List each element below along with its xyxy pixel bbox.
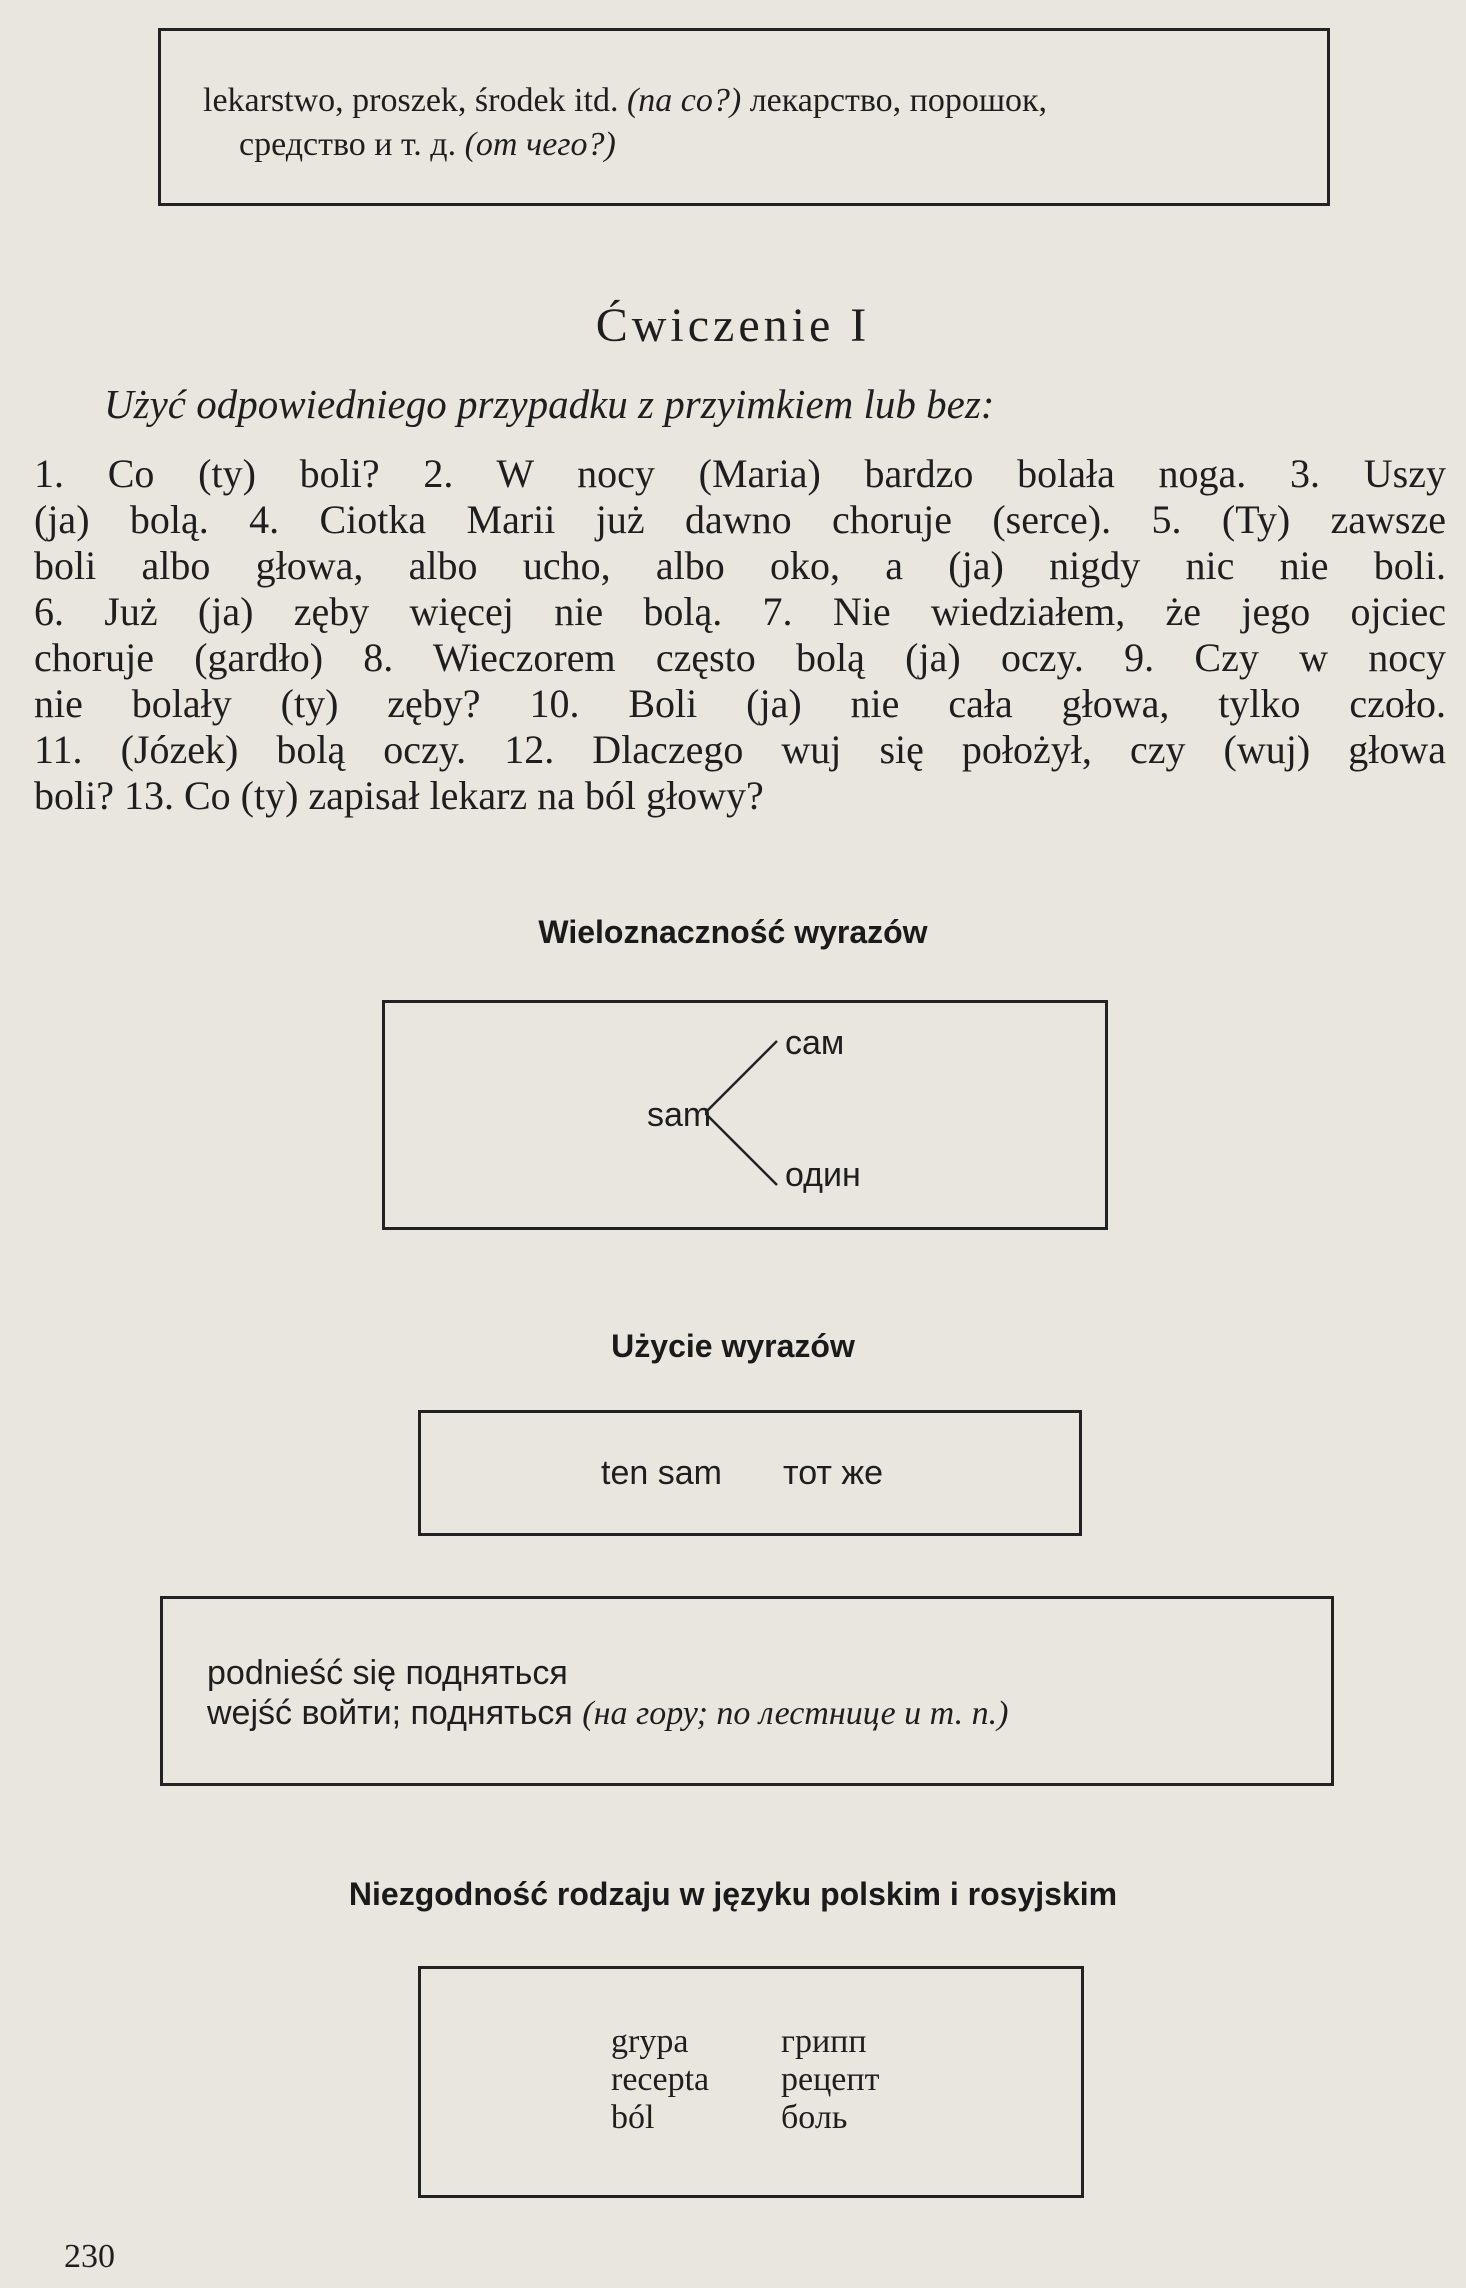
exercise-line: boli albo głowa, albo ucho, albo oko, a (ja) nigdy nic nie boli. [34,543,1446,588]
exercise-line: nie bolały (ty) zęby? 10. Boli (ja) nie cała głowa, tylko czoło. [34,681,1446,726]
russian-term: лекарство, порошок, [749,82,1048,119]
exercise-line: 6. Już (ja) zęby więcej nie bolą. 7. Nie wiedziałem, że jego ojciec [34,589,1446,634]
branch-lines [705,1033,785,1193]
exercise-instruction: Użyć odpowiedniego przypadku z przyimkiem lub bez: [104,381,995,427]
section-heading-gender: Niezgodność rodzaju w języku polskim i rosyjskim [348,1876,1118,1912]
russian-term-continued: средство и т. д. [239,126,457,163]
gender-polish: recepta [611,2061,710,2098]
polish-verb: wejść [207,1694,293,1732]
section-heading-usage: Użycie wyrazów [611,1328,855,1364]
case-question: (от чего?) [464,126,616,163]
polish-term: lekarstwo, proszek, środek itd. [203,82,619,119]
exercise-title: Ćwiczenie I [595,299,871,352]
ambiguous-word: sam [647,1096,712,1134]
usage-box [418,1410,1082,1536]
vocabulary-box-verbs [160,1596,1334,1786]
gender-box [418,1966,1084,2198]
russian-verb: войти; подняться [301,1694,573,1732]
meaning-two: один [785,1156,861,1194]
case-question: (na co?) [626,82,742,119]
exercise-line: (ja) bolą. 4. Ciotka Marii już dawno choruje (serce). 5. (Ty) zawsze [34,497,1446,542]
section-heading-ambiguity: Wieloznaczność wyrazów [538,914,928,950]
russian-column [781,2023,879,2137]
russian-verb: подняться [405,1654,568,1692]
gender-polish: ból [611,2099,655,2136]
exercise-line: boli? 13. Co (ty) zapisał lekarz na ból głowy? [34,773,764,818]
page-number: 230 [64,2238,115,2275]
meaning-one: сам [785,1024,845,1062]
polish-verb: podnieść się [207,1654,397,1692]
gender-russian: грипп [781,2023,867,2060]
exercise-line: choruje (gardło) 8. Wieczorem często bolą (ja) oczy. 9. Czy w nocy [34,635,1446,680]
gender-russian: боль [781,2099,848,2136]
exercise-line: 11. (Józek) bolą oczy. 12. Dlaczego wuj się położył, czy (wuj) głowa [34,727,1446,772]
usage-russian: тот же [783,1454,884,1492]
polish-column [611,2023,709,2137]
usage-note: (на гору; по лестнице и т. п.) [582,1695,1009,1732]
usage-polish: ten sam [601,1454,722,1492]
exercise-line: 1. Co (ty) boli? 2. W nocy (Maria) bardzo bolała noga. 3. Uszy [34,451,1446,496]
gender-russian: рецепт [781,2061,880,2098]
gender-polish: grypa [611,2023,689,2060]
vocabulary-box-medicine [158,28,1330,206]
ambiguity-box [382,1000,1108,1230]
